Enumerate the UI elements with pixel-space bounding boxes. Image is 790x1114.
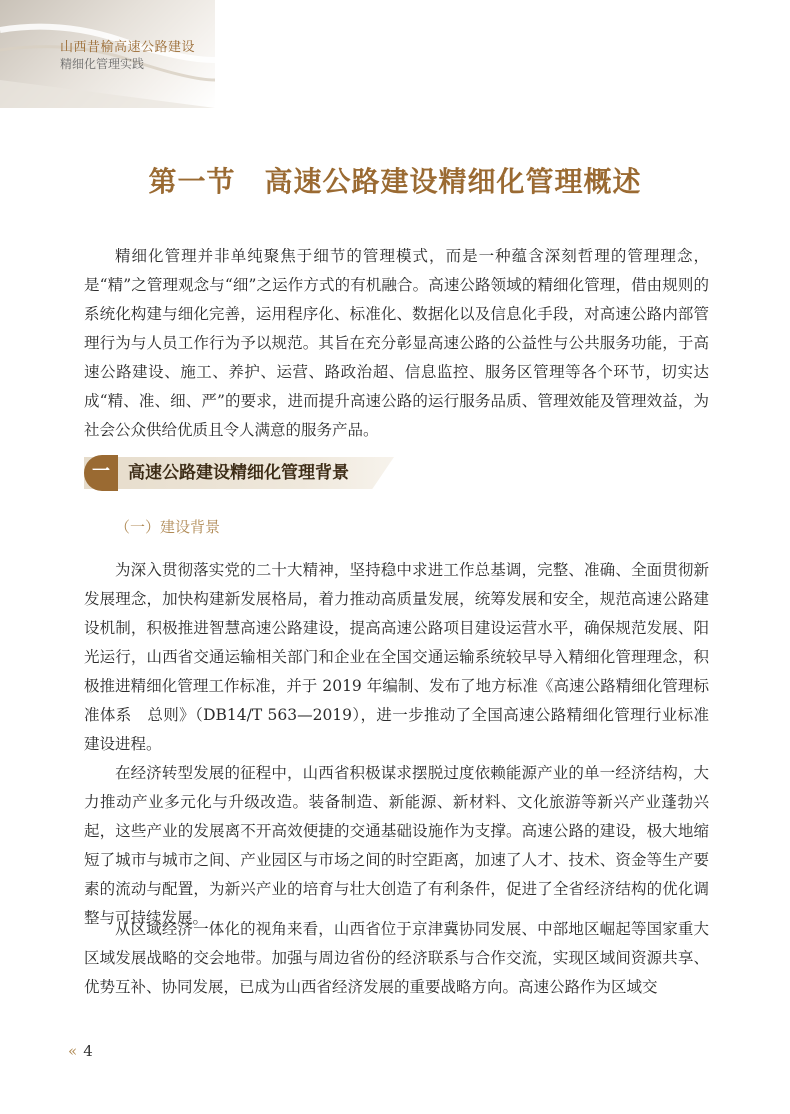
running-header bbox=[60, 40, 195, 72]
footer-marker: « bbox=[68, 1042, 78, 1060]
body-paragraph-3: 从区域经济一体化的视角来看，山西省位于京津冀协同发展、中部地区崛起等国家重大区域发展战略的交会地带。加强与周边省份的经济联系与合作交流，实现区域间资源共享、优势互补、协同发展，已成为山西省经济发展的重要战略方向。高速公路作为区域交 bbox=[84, 920, 709, 996]
page-number: 4 bbox=[83, 1042, 93, 1060]
intro-paragraph: 精细化管理并非单纯聚焦于细节的管理模式，而是一种蕴含深刻哲理的管理理念，是“精”之管理观念与“细”之运作方式的有机融合。高速公路领域的精细化管理，借由规则的系统化构建与细化完善，运用程序化、标准化、数据化以及信息化手段，对高速公路内部管理行为与人员工作行为予以规范。其旨在充分彰显高速公路的公益性与公共服务功能，于高速公路建设、施工、养护、运营、路政治超、信息监控、服务区管理等各个环节，切实达成“精、准、细、严”的要求，进而提升高速公路的运行服务品质、管理效能及管理效益，为社会公众供给优质且令人满意的服务产品。 bbox=[84, 247, 709, 439]
heading-1-text: 高速公路建设精细化管理背景 bbox=[128, 463, 349, 483]
body-paragraph-1: 为深入贯彻落实党的二十大精神，坚持稳中求进工作总基调，完整、准确、全面贯彻新发展理念，加快构建新发展格局，着力推动高质量发展，统筹发展和安全，规范高速公路建设机制，积极推进智慧高速公路建设，提高高速公路项目建设运营水平，确保规范发展、阳光运行，山西省交通运输相关部门和企业在全国交通运输系统较早导入精细化管理理念，积极推进精细化管理工作标准，并于 2019 年编制、发布了地方标准《高速公路精细化管理标准体系 总则》（DB14/T 563—2019），进一步推动了全国高速公路精细化管理行业标准建设进程。 bbox=[84, 561, 709, 753]
book-subtitle: 精细化管理实践 bbox=[60, 57, 145, 71]
subheading-1: （一）建设背景 bbox=[115, 518, 221, 536]
section-title: 第一节 高速公路建设精细化管理概述 bbox=[148, 165, 642, 198]
body-paragraph-2: 在经济转型发展的征程中，山西省积极谋求摆脱过度依赖能源产业的单一经济结构，大力推动产业多元化与升级改造。装备制造、新能源、新材料、文化旅游等新兴产业蓬勃兴起，这些产业的发展离不开高效便捷的交通基础设施作为支撑。高速公路的建设，极大地缩短了城市与城市之间、产业园区与市场之间的时空距离，加速了人才、技术、资金等生产要素的流动与配置，为新兴产业的培育与壮大创造了有利条件，促进了全省经济结构的优化调整与可持续发展。 bbox=[84, 764, 709, 927]
heading-1-number: 一 bbox=[84, 455, 118, 491]
page-footer bbox=[68, 1042, 93, 1060]
heading-1-bar bbox=[84, 455, 394, 491]
book-title: 山西昔榆高速公路建设 bbox=[60, 40, 196, 55]
